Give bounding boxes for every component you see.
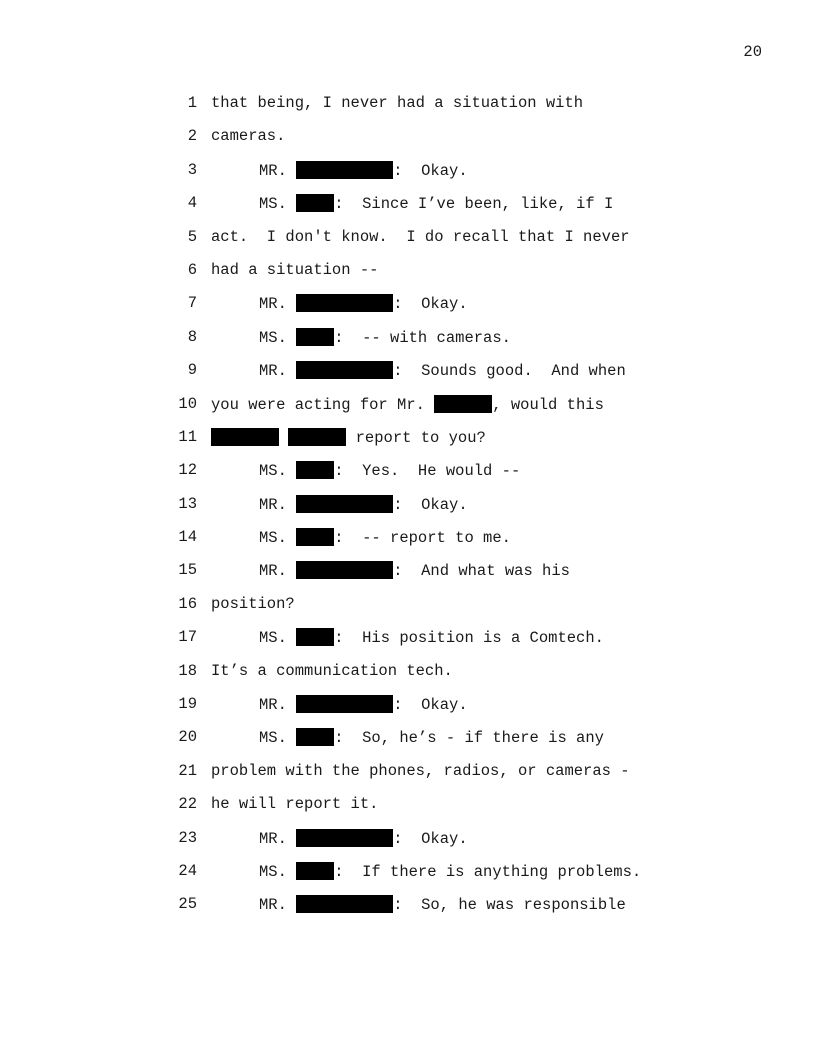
speech-text: : -- report to me. — [334, 529, 511, 548]
line-number: 19 — [178, 695, 197, 714]
transcript-line — [0, 561, 816, 594]
line-number: 14 — [178, 528, 197, 547]
line-number: 21 — [178, 761, 197, 780]
line-text — [259, 561, 570, 580]
speaker-title: MS. — [259, 629, 297, 648]
transcript-line — [0, 294, 816, 327]
transcript-line — [0, 328, 816, 361]
speaker-title: MR. — [259, 362, 297, 381]
speaker-title: MR. — [259, 562, 297, 581]
redaction-block — [434, 395, 492, 413]
line-number: 7 — [187, 294, 197, 313]
line-text — [259, 161, 468, 180]
transcript-line — [0, 829, 816, 862]
transcript-line — [0, 662, 816, 695]
line-number: 6 — [187, 260, 197, 279]
redaction-block — [296, 728, 334, 746]
speaker-title: MR. — [259, 495, 297, 514]
redaction-block — [296, 294, 393, 312]
speaker-title: MR. — [259, 161, 297, 180]
line-text — [259, 695, 468, 714]
speech-text: : Yes. He would -- — [334, 462, 521, 481]
redaction-block — [296, 461, 334, 479]
line-number: 25 — [178, 895, 197, 914]
line-number: 15 — [178, 561, 197, 580]
redaction-block — [296, 695, 393, 713]
line-number: 8 — [187, 327, 197, 346]
line-number: 18 — [178, 661, 197, 680]
line-text: position? — [211, 594, 295, 613]
transcript-line — [0, 595, 816, 628]
transcript-line — [0, 395, 816, 428]
page-number: 20 — [743, 43, 762, 61]
redaction-block — [296, 495, 393, 513]
speech-text: : If there is anything problems. — [334, 862, 642, 881]
line-number: 2 — [187, 127, 197, 146]
line-text: act. I don't know. I do recall that I never — [211, 227, 630, 246]
line-number: 24 — [178, 861, 197, 880]
speech-text: : His position is a Comtech. — [334, 629, 604, 648]
line-number: 5 — [187, 227, 197, 246]
line-text: that being, I never had a situation with — [211, 94, 584, 112]
line-text: It’s a communication tech. — [211, 661, 453, 680]
line-text — [259, 361, 626, 380]
transcript-line — [0, 528, 816, 561]
speech-text: : Okay. — [393, 295, 468, 314]
speech-text: you were acting for Mr. — [211, 395, 435, 414]
line-text — [259, 628, 604, 647]
speaker-title: MR. — [259, 896, 297, 915]
redaction-block — [296, 829, 393, 847]
transcript-line — [0, 495, 816, 528]
redaction-block — [288, 428, 346, 446]
line-text — [259, 294, 468, 313]
speaker-title: MS. — [259, 729, 297, 748]
redaction-block — [296, 895, 393, 913]
speech-text: : Okay. — [393, 829, 468, 848]
line-text — [259, 194, 613, 213]
line-text: problem with the phones, radios, or cameras - — [211, 761, 630, 780]
line-number: 16 — [178, 594, 197, 613]
line-text — [259, 461, 520, 480]
transcript-line — [0, 895, 816, 928]
line-text — [259, 528, 511, 547]
transcript-line — [0, 461, 816, 494]
speech-text: : Okay. — [393, 696, 468, 715]
speaker-title: MR. — [259, 696, 297, 715]
redaction-block — [296, 194, 334, 212]
line-text: had a situation -- — [211, 260, 379, 279]
transcript-line — [0, 228, 816, 261]
redaction-block — [296, 361, 393, 379]
speaker-title: MR. — [259, 829, 297, 848]
line-number: 12 — [178, 461, 197, 480]
line-number: 1 — [187, 94, 197, 112]
transcript-line — [0, 428, 816, 461]
speech-text: : -- with cameras. — [334, 328, 511, 347]
line-text: cameras. — [211, 127, 286, 146]
speech-text: : Sounds good. And when — [393, 362, 626, 381]
speaker-title: MS. — [259, 862, 297, 881]
redaction-block — [296, 561, 393, 579]
speech-text: : So, he was responsible — [393, 896, 626, 915]
speech-text: report to you? — [346, 428, 486, 447]
speech-text: : And what was his — [393, 562, 570, 581]
line-number: 23 — [178, 828, 197, 847]
transcript-line — [0, 261, 816, 294]
speech-text: : Since I’ve been, like, if I — [334, 195, 614, 214]
speaker-title: MR. — [259, 295, 297, 314]
line-number: 13 — [178, 494, 197, 513]
line-text — [259, 862, 641, 881]
line-text — [211, 428, 486, 447]
line-text — [259, 495, 468, 514]
line-number: 20 — [178, 728, 197, 747]
line-number: 17 — [178, 628, 197, 647]
speech-text: , would this — [492, 395, 604, 414]
transcript-line — [0, 161, 816, 194]
transcript-line — [0, 127, 816, 160]
line-text — [259, 328, 511, 347]
line-number: 9 — [187, 361, 197, 380]
speaker-title: MS. — [259, 462, 297, 481]
transcript-line — [0, 762, 816, 795]
speech-text: : So, he’s - if there is any — [334, 729, 604, 748]
transcript-line — [0, 94, 816, 127]
redaction-block — [296, 862, 334, 880]
redaction-block — [296, 628, 334, 646]
line-number: 22 — [178, 795, 197, 814]
speaker-title: MS. — [259, 328, 297, 347]
transcript-line — [0, 628, 816, 661]
line-text — [259, 895, 626, 914]
line-number: 10 — [178, 394, 197, 413]
line-text — [259, 829, 468, 848]
redaction-block — [296, 528, 334, 546]
line-text — [211, 395, 604, 414]
speech-text: : Okay. — [393, 495, 468, 514]
line-number: 4 — [187, 194, 197, 213]
transcript-line — [0, 695, 816, 728]
line-number: 3 — [187, 160, 197, 179]
transcript-line — [0, 194, 816, 227]
speaker-title: MS. — [259, 529, 297, 548]
transcript-line — [0, 361, 816, 394]
redaction-block — [211, 428, 279, 446]
redaction-block — [296, 161, 393, 179]
line-text: he will report it. — [211, 795, 379, 814]
transcript-line — [0, 795, 816, 828]
transcript-line — [0, 862, 816, 895]
transcript-body — [0, 94, 816, 929]
redaction-block — [296, 328, 334, 346]
line-text — [259, 728, 604, 747]
speaker-title: MS. — [259, 195, 297, 214]
speech-text: : Okay. — [393, 161, 468, 180]
line-number: 11 — [178, 427, 197, 446]
transcript-line — [0, 728, 816, 761]
